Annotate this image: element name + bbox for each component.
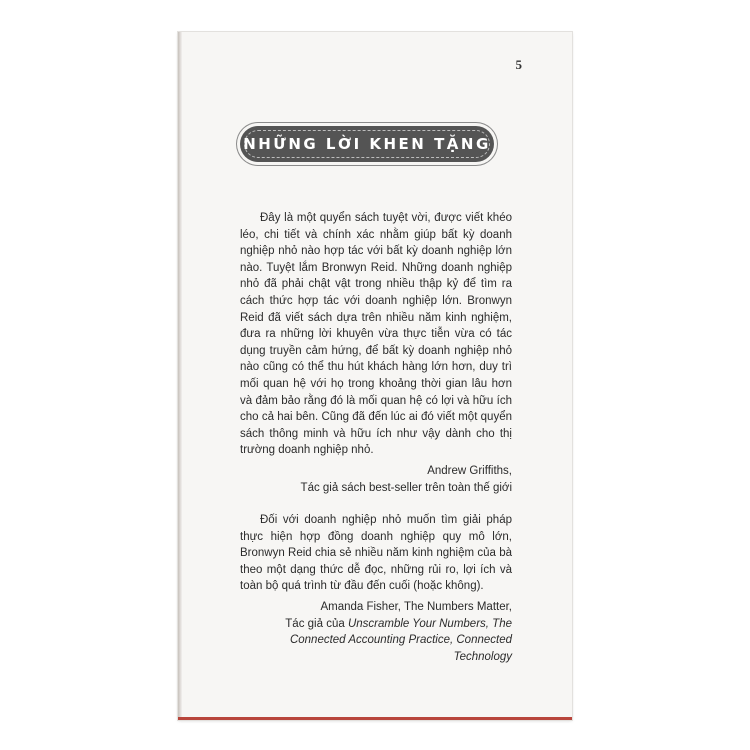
testimonial-text-2: Đối với doanh nghiệp nhỏ muốn tìm giải pháp thực hiện hợp đồng doanh nghiệp quy mô lớn, Bronwyn Reid chia sẻ nhiều năm kinh nghiệm của bà theo một dạng thức dễ đọc, những rủi ro, lợi ích và toàn bộ quá trình từ đầu đến cuối (hoặc không). [240, 514, 512, 593]
testimonials-body [240, 210, 512, 665]
testimonial-author-title-1: Tác giả sách best-seller trên toàn thế giới [300, 481, 512, 494]
page-spine-shadow [178, 32, 182, 720]
testimonial-author-2: Amanda Fisher, The Numbers Matter, [320, 601, 512, 614]
testimonial-text-1: Đây là một quyển sách tuyệt vời, được viết khéo léo, chi tiết và chính xác nhằm giúp bất kỳ doanh nghiệp nhỏ nào hợp tác với bất kỳ doanh nghiệp lớn nào. Tuyệt lắm Bronwyn Reid. Những doanh nghiệp nhỏ đã phải chật vật trong nhiều thập kỷ để tìm ra cách thức hợp tác với doanh nghiệp lớn. Bronwyn Reid đã viết sách dựa trên nhiều năm kinh nghiệm, đưa ra những lời khuyên vừa thực tiễn vừa có tác dụng truyền cảm hứng, để bất kỳ doanh nghiệp nhỏ nào cũng có thể thu hút khách hàng lớn hơn, duy trì mối quan hệ với họ trong khoảng thời gian lâu hơn và đảm bảo rằng đó là mối quan hệ có lợi và hữu ích cho cả hai bên. Cũng đã đến lúc ai đó viết một quyển sách thông minh và hữu ích như vậy dành cho thị trường doanh nghiệp nhỏ. [240, 212, 512, 457]
section-heading-banner [240, 126, 494, 162]
testimonial-author-1: Andrew Griffiths, [427, 464, 512, 477]
author-title-prefix: Tác giả của [285, 617, 348, 630]
section-title: NHỮNG LỜI KHEN TẶNG [243, 135, 491, 153]
author-works: Unscramble Your Numbers, The Connected Accounting Practice, Connected Technology [289, 617, 512, 663]
page-number: 5 [515, 57, 522, 72]
testimonial-author-title-2 [240, 616, 512, 666]
page-bottom-edge [178, 717, 572, 720]
book-page [178, 32, 572, 720]
bleed-through-text [258, 98, 498, 112]
